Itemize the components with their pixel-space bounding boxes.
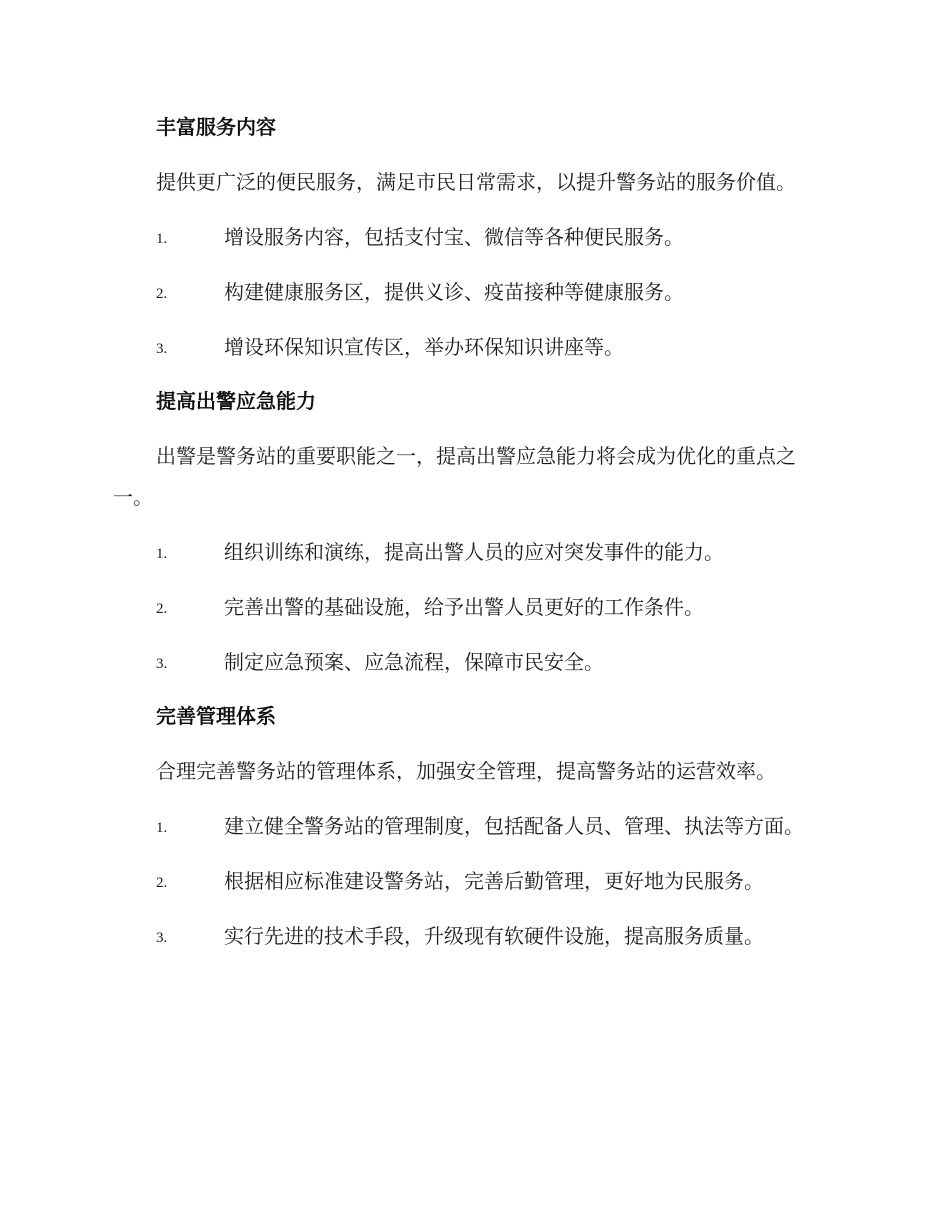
- list-text: 制定应急预案、应急流程，保障市民安全。: [224, 650, 604, 674]
- list-number: 3.: [156, 656, 168, 672]
- list-number: 3.: [156, 930, 168, 946]
- section-heading: 丰富服务内容: [156, 115, 276, 139]
- list-item: [113, 916, 833, 957]
- section-management-system: [113, 697, 833, 957]
- section-service-content: [113, 108, 833, 368]
- list-number: 1.: [156, 820, 168, 836]
- list-number: 2.: [156, 601, 168, 617]
- section-intro: 提供更广泛的便民服务，满足市民日常需求，以提升警务站的服务价值。: [156, 170, 796, 194]
- section-heading: 完善管理体系: [156, 704, 276, 728]
- list-text: 增设服务内容，包括支付宝、微信等各种便民服务。: [224, 225, 684, 249]
- section-intro: 出警是警务站的重要职能之一，提高出警应急能力将会成为优化的重点之一。: [113, 444, 796, 509]
- list-text: 建立健全警务站的管理制度，包括配备人员、管理、执法等方面。: [224, 814, 804, 838]
- list-item: [113, 272, 833, 313]
- list-number: 3.: [156, 341, 168, 357]
- section-intro: 合理完善警务站的管理体系，加强安全管理，提高警务站的运营效率。: [156, 759, 776, 783]
- list-item: [113, 587, 833, 628]
- list-text: 根据相应标准建设警务站，完善后勤管理，更好地为民服务。: [224, 869, 764, 893]
- list-number: 2.: [156, 286, 168, 302]
- list-item: [113, 532, 833, 573]
- list-number: 1.: [156, 231, 168, 247]
- document-body: [113, 108, 833, 971]
- list-text: 增设环保知识宣传区，举办环保知识讲座等。: [224, 335, 624, 359]
- list-item: [113, 217, 833, 258]
- section-emergency-response: [113, 382, 833, 683]
- list-item: [113, 327, 833, 368]
- list-item: [113, 861, 833, 902]
- list-text: 组织训练和演练，提高出警人员的应对突发事件的能力。: [224, 540, 724, 564]
- list-number: 2.: [156, 875, 168, 891]
- list-number: 1.: [156, 546, 168, 562]
- list-text: 实行先进的技术手段，升级现有软硬件设施，提高服务质量。: [224, 924, 764, 948]
- section-heading: 提高出警应急能力: [156, 389, 316, 413]
- list-text: 构建健康服务区，提供义诊、疫苗接种等健康服务。: [224, 280, 684, 304]
- list-item: [113, 642, 833, 683]
- list-text: 完善出警的基础设施，给予出警人员更好的工作条件。: [224, 595, 704, 619]
- list-item: [113, 806, 833, 847]
